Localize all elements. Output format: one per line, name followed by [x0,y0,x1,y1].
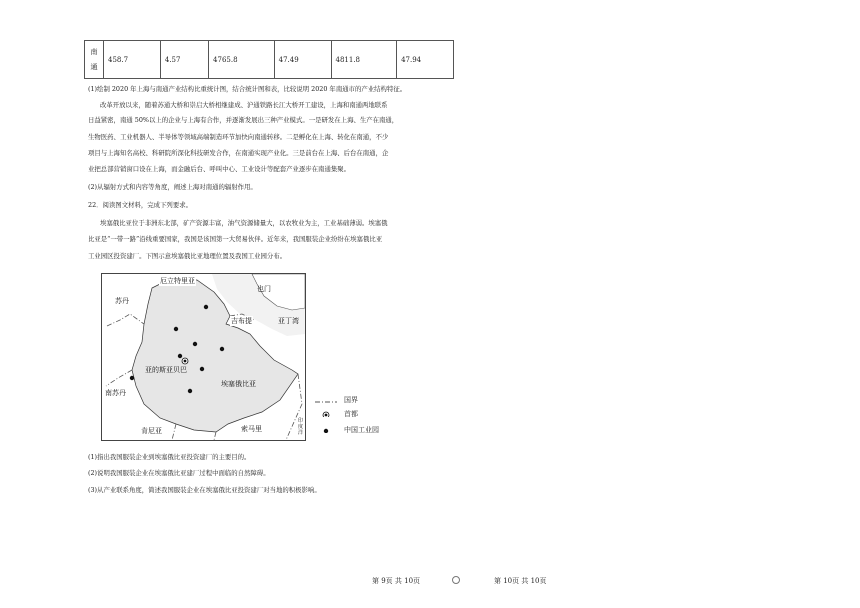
legend-label: 中国工业园 [344,426,379,434]
table-cell: 4765.8 [209,41,275,79]
ethiopia-map [101,273,306,441]
capital-icon [315,411,337,417]
table-cell: 47.49 [274,41,331,79]
legend-item-industrial-park [311,425,431,437]
legend-label: 首都 [344,410,358,418]
label-somalia: 索马里 [241,425,262,433]
map-svg [102,274,305,440]
label-ethiopia: 埃塞俄比亚 [221,380,256,388]
page-number-left: 第 9页 共 10页 [372,577,421,585]
table-cell: 4811.8 [331,41,397,79]
table-cell: 47.94 [397,41,454,79]
label-yemen: 也门 [257,285,271,293]
material-line: 埃塞俄比亚位于非洲东北部，矿产资源丰富，油气资源储量大，以农牧业为主，工业基础薄弱。埃塞俄 [100,219,388,227]
legend-item-capital [311,409,431,421]
binding-circle-icon [452,576,460,584]
sub-question-1: (1)指出我国服装企业到埃塞俄比亚投资建厂的主要目的。 [88,453,251,461]
question-1: (1)绘制 2020 年上海与南通产业结构比重统计图，结合统计图和表，比较说明 2020 年南通市的产业结构特征。 [88,85,407,93]
label-eritrea: 厄立特里亚 [160,277,195,285]
dot-icon [315,427,337,433]
question-22-title: 22．阅读图文材料，完成下列要求。 [88,201,192,209]
passage-line: 项目与上海知名高校、科研院所深化科技研发合作，在南通实现产业化。三是前台在上海、后台在南通，企 [88,149,389,157]
material-line: 比亚是“一带一路”沿线重要国家，我国是该国第一大贸易伙伴。近年来，我国服装企业纷纷在埃塞俄比亚 [88,235,383,243]
passage-line: 日益紧密，南通 50%以上的企业与上海有合作，并逐渐发展出三种产业模式。一是研发在上海、生产在南通， [88,116,399,124]
label-south-sudan: 南苏丹 [105,389,126,397]
material-line: 工业园区投资建厂。下图示意埃塞俄比亚地理位置及我国工业园分布。 [88,252,287,260]
data-table [84,40,454,79]
table-row [85,41,454,79]
table-cell: 458.7 [104,41,161,79]
label-sudan: 苏丹 [115,297,129,305]
passage-line: 改革开放以来，随着苏通大桥和崇启大桥相继建成、沪通铁路长江大桥开工建设，上海和南通两地联系 [100,101,388,109]
question-2: (2)从辐射方式和内容等角度，阐述上海对南通的辐射作用。 [88,183,257,191]
label-gulf-of-aden: 亚丁湾 [278,317,299,325]
table-cell: 4.57 [160,41,208,79]
legend-item-border [311,395,431,407]
sub-question-2: (2)说明我国服装企业在埃塞俄比亚建厂过程中面临的自然障碍。 [88,469,270,477]
passage-line: 生物医药、工业机器人、半导体等领域高端制造环节加快向南通转移。二是孵化在上海、转化在南通，不少 [88,133,389,141]
region-char-1: 南 [90,47,98,56]
label-addis-ababa: 亚的斯亚贝巴 [145,366,187,374]
dash-dot-line-icon [315,399,337,405]
label-indian-ocean: 印度洋 [298,418,304,436]
page-number-right: 第 10页 共 10页 [494,577,547,585]
label-djibouti: 吉布提 [231,317,252,325]
legend-label: 国界 [344,396,358,404]
region-char-2: 通 [90,62,98,71]
passage-line: 业把总部营销窗口设在上海，而金融后台、呼叫中心、工业设计等配套产业逐步在南通集聚。 [88,165,351,173]
label-kenya: 肯尼亚 [141,427,162,435]
table-cell-region [85,41,104,79]
sub-question-3: (3)从产业联系角度，简述我国服装企业在埃塞俄比亚投资建厂对当地的积极影响。 [88,486,321,494]
